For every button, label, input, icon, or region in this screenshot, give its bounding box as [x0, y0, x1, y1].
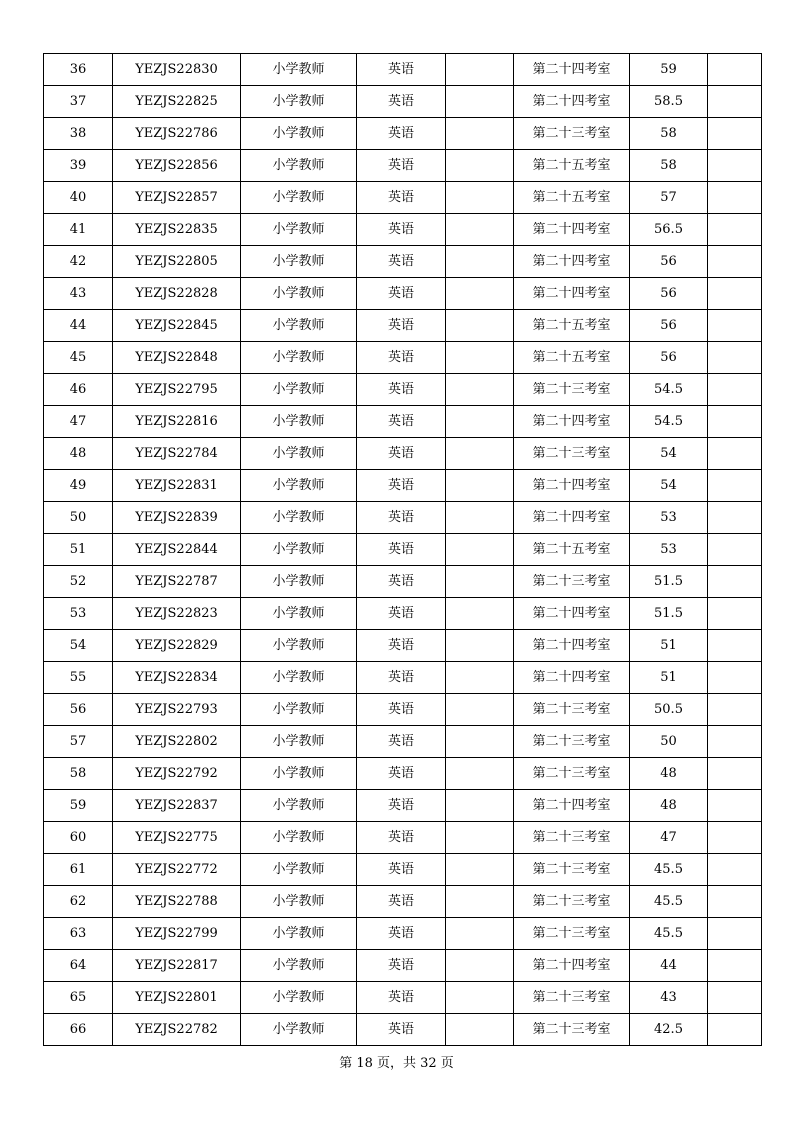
table-row — [44, 118, 762, 150]
subject-cell: 英语 — [357, 278, 446, 310]
row-number-cell: 57 — [44, 726, 113, 758]
position-cell: 小学教师 — [241, 438, 357, 470]
position-cell: 小学教师 — [241, 118, 357, 150]
subject-cell: 英语 — [357, 918, 446, 950]
remark-cell — [708, 982, 762, 1014]
subject-cell: 英语 — [357, 406, 446, 438]
candidate-id-cell: YEZJS22829 — [113, 630, 241, 662]
subject-cell: 英语 — [357, 694, 446, 726]
row-number-cell: 38 — [44, 118, 113, 150]
remark-cell — [708, 502, 762, 534]
remark-cell — [708, 758, 762, 790]
blank-cell — [446, 790, 514, 822]
position-cell: 小学教师 — [241, 374, 357, 406]
position-cell: 小学教师 — [241, 86, 357, 118]
exam-room-cell: 第二十三考室 — [514, 694, 630, 726]
table-body — [44, 54, 762, 1046]
subject-cell: 英语 — [357, 822, 446, 854]
position-cell: 小学教师 — [241, 918, 357, 950]
exam-room-cell: 第二十四考室 — [514, 278, 630, 310]
subject-cell: 英语 — [357, 758, 446, 790]
position-cell: 小学教师 — [241, 854, 357, 886]
exam-room-cell: 第二十三考室 — [514, 918, 630, 950]
score-cell: 56 — [630, 278, 708, 310]
score-cell: 54.5 — [630, 406, 708, 438]
exam-room-cell: 第二十五考室 — [514, 534, 630, 566]
position-cell: 小学教师 — [241, 470, 357, 502]
candidate-id-cell: YEZJS22831 — [113, 470, 241, 502]
blank-cell — [446, 630, 514, 662]
remark-cell — [708, 854, 762, 886]
table-row — [44, 182, 762, 214]
blank-cell — [446, 662, 514, 694]
blank-cell — [446, 598, 514, 630]
row-number-cell: 49 — [44, 470, 113, 502]
score-cell: 50.5 — [630, 694, 708, 726]
table-row — [44, 342, 762, 374]
candidate-id-cell: YEZJS22844 — [113, 534, 241, 566]
candidate-id-cell: YEZJS22839 — [113, 502, 241, 534]
blank-cell — [446, 726, 514, 758]
blank-cell — [446, 886, 514, 918]
candidate-id-cell: YEZJS22835 — [113, 214, 241, 246]
remark-cell — [708, 886, 762, 918]
subject-cell: 英语 — [357, 566, 446, 598]
position-cell: 小学教师 — [241, 534, 357, 566]
subject-cell: 英语 — [357, 502, 446, 534]
row-number-cell: 45 — [44, 342, 113, 374]
subject-cell: 英语 — [357, 1014, 446, 1046]
table-row — [44, 1014, 762, 1046]
position-cell: 小学教师 — [241, 246, 357, 278]
row-number-cell: 51 — [44, 534, 113, 566]
remark-cell — [708, 566, 762, 598]
row-number-cell: 42 — [44, 246, 113, 278]
position-cell: 小学教师 — [241, 982, 357, 1014]
exam-room-cell: 第二十四考室 — [514, 502, 630, 534]
candidate-id-cell: YEZJS22834 — [113, 662, 241, 694]
row-number-cell: 48 — [44, 438, 113, 470]
score-cell: 58 — [630, 118, 708, 150]
position-cell: 小学教师 — [241, 950, 357, 982]
remark-cell — [708, 1014, 762, 1046]
row-number-cell: 46 — [44, 374, 113, 406]
table-row — [44, 406, 762, 438]
blank-cell — [446, 694, 514, 726]
remark-cell — [708, 534, 762, 566]
table-row — [44, 726, 762, 758]
remark-cell — [708, 694, 762, 726]
position-cell: 小学教师 — [241, 278, 357, 310]
score-cell: 58.5 — [630, 86, 708, 118]
row-number-cell: 39 — [44, 150, 113, 182]
table-row — [44, 150, 762, 182]
exam-room-cell: 第二十三考室 — [514, 822, 630, 854]
score-cell: 45.5 — [630, 918, 708, 950]
table-row — [44, 630, 762, 662]
remark-cell — [708, 822, 762, 854]
row-number-cell: 44 — [44, 310, 113, 342]
row-number-cell: 58 — [44, 758, 113, 790]
remark-cell — [708, 214, 762, 246]
exam-room-cell: 第二十四考室 — [514, 406, 630, 438]
remark-cell — [708, 310, 762, 342]
score-cell: 53 — [630, 502, 708, 534]
score-cell: 48 — [630, 758, 708, 790]
row-number-cell: 66 — [44, 1014, 113, 1046]
exam-room-cell: 第二十三考室 — [514, 118, 630, 150]
table-row — [44, 374, 762, 406]
row-number-cell: 47 — [44, 406, 113, 438]
remark-cell — [708, 54, 762, 86]
position-cell: 小学教师 — [241, 662, 357, 694]
subject-cell: 英语 — [357, 310, 446, 342]
position-cell: 小学教师 — [241, 630, 357, 662]
exam-room-cell: 第二十四考室 — [514, 630, 630, 662]
position-cell: 小学教师 — [241, 886, 357, 918]
remark-cell — [708, 630, 762, 662]
row-number-cell: 41 — [44, 214, 113, 246]
position-cell: 小学教师 — [241, 726, 357, 758]
blank-cell — [446, 246, 514, 278]
subject-cell: 英语 — [357, 662, 446, 694]
blank-cell — [446, 918, 514, 950]
remark-cell — [708, 118, 762, 150]
blank-cell — [446, 118, 514, 150]
exam-room-cell: 第二十四考室 — [514, 470, 630, 502]
subject-cell: 英语 — [357, 854, 446, 886]
table-row — [44, 790, 762, 822]
remark-cell — [708, 470, 762, 502]
row-number-cell: 37 — [44, 86, 113, 118]
score-cell: 57 — [630, 182, 708, 214]
remark-cell — [708, 246, 762, 278]
subject-cell: 英语 — [357, 438, 446, 470]
blank-cell — [446, 54, 514, 86]
row-number-cell: 36 — [44, 54, 113, 86]
candidate-id-cell: YEZJS22816 — [113, 406, 241, 438]
exam-room-cell: 第二十四考室 — [514, 790, 630, 822]
exam-room-cell: 第二十三考室 — [514, 758, 630, 790]
exam-room-cell: 第二十五考室 — [514, 310, 630, 342]
score-cell: 45.5 — [630, 886, 708, 918]
position-cell: 小学教师 — [241, 1014, 357, 1046]
blank-cell — [446, 438, 514, 470]
score-cell: 51.5 — [630, 598, 708, 630]
row-number-cell: 52 — [44, 566, 113, 598]
exam-room-cell: 第二十五考室 — [514, 342, 630, 374]
candidate-id-cell: YEZJS22845 — [113, 310, 241, 342]
exam-room-cell: 第二十四考室 — [514, 54, 630, 86]
row-number-cell: 56 — [44, 694, 113, 726]
row-number-cell: 60 — [44, 822, 113, 854]
table-row — [44, 982, 762, 1014]
position-cell: 小学教师 — [241, 822, 357, 854]
subject-cell: 英语 — [357, 470, 446, 502]
table-row — [44, 886, 762, 918]
subject-cell: 英语 — [357, 982, 446, 1014]
candidate-id-cell: YEZJS22793 — [113, 694, 241, 726]
candidate-id-cell: YEZJS22784 — [113, 438, 241, 470]
blank-cell — [446, 950, 514, 982]
subject-cell: 英语 — [357, 630, 446, 662]
candidate-id-cell: YEZJS22828 — [113, 278, 241, 310]
table-row — [44, 438, 762, 470]
candidate-id-cell: YEZJS22856 — [113, 150, 241, 182]
candidate-id-cell: YEZJS22799 — [113, 918, 241, 950]
subject-cell: 英语 — [357, 246, 446, 278]
row-number-cell: 63 — [44, 918, 113, 950]
blank-cell — [446, 822, 514, 854]
remark-cell — [708, 342, 762, 374]
subject-cell: 英语 — [357, 726, 446, 758]
remark-cell — [708, 726, 762, 758]
exam-room-cell: 第二十四考室 — [514, 246, 630, 278]
score-cell: 50 — [630, 726, 708, 758]
exam-room-cell: 第二十四考室 — [514, 598, 630, 630]
candidate-id-cell: YEZJS22772 — [113, 854, 241, 886]
subject-cell: 英语 — [357, 342, 446, 374]
score-cell: 56 — [630, 342, 708, 374]
table-row — [44, 246, 762, 278]
score-cell: 54 — [630, 470, 708, 502]
score-cell: 47 — [630, 822, 708, 854]
score-cell: 56.5 — [630, 214, 708, 246]
candidate-id-cell: YEZJS22787 — [113, 566, 241, 598]
row-number-cell: 50 — [44, 502, 113, 534]
exam-room-cell: 第二十四考室 — [514, 214, 630, 246]
exam-room-cell: 第二十三考室 — [514, 374, 630, 406]
candidate-id-cell: YEZJS22825 — [113, 86, 241, 118]
remark-cell — [708, 918, 762, 950]
subject-cell: 英语 — [357, 374, 446, 406]
table-row — [44, 598, 762, 630]
row-number-cell: 62 — [44, 886, 113, 918]
score-cell: 56 — [630, 310, 708, 342]
candidate-id-cell: YEZJS22795 — [113, 374, 241, 406]
subject-cell: 英语 — [357, 54, 446, 86]
blank-cell — [446, 150, 514, 182]
blank-cell — [446, 342, 514, 374]
exam-room-cell: 第二十五考室 — [514, 150, 630, 182]
table-row — [44, 566, 762, 598]
table-row — [44, 918, 762, 950]
candidate-id-cell: YEZJS22782 — [113, 1014, 241, 1046]
position-cell: 小学教师 — [241, 150, 357, 182]
candidate-id-cell: YEZJS22823 — [113, 598, 241, 630]
blank-cell — [446, 854, 514, 886]
table-row — [44, 950, 762, 982]
score-cell: 51 — [630, 630, 708, 662]
position-cell: 小学教师 — [241, 342, 357, 374]
subject-cell: 英语 — [357, 534, 446, 566]
position-cell: 小学教师 — [241, 790, 357, 822]
blank-cell — [446, 566, 514, 598]
blank-cell — [446, 470, 514, 502]
position-cell: 小学教师 — [241, 182, 357, 214]
table-row — [44, 214, 762, 246]
position-cell: 小学教师 — [241, 598, 357, 630]
subject-cell: 英语 — [357, 886, 446, 918]
remark-cell — [708, 790, 762, 822]
exam-room-cell: 第二十三考室 — [514, 1014, 630, 1046]
exam-room-cell: 第二十三考室 — [514, 886, 630, 918]
remark-cell — [708, 950, 762, 982]
subject-cell: 英语 — [357, 598, 446, 630]
exam-room-cell: 第二十三考室 — [514, 438, 630, 470]
row-number-cell: 64 — [44, 950, 113, 982]
score-cell: 58 — [630, 150, 708, 182]
remark-cell — [708, 150, 762, 182]
score-cell: 43 — [630, 982, 708, 1014]
row-number-cell: 53 — [44, 598, 113, 630]
candidate-id-cell: YEZJS22788 — [113, 886, 241, 918]
remark-cell — [708, 278, 762, 310]
table-row — [44, 470, 762, 502]
position-cell: 小学教师 — [241, 310, 357, 342]
exam-room-cell: 第二十三考室 — [514, 854, 630, 886]
blank-cell — [446, 758, 514, 790]
table-row — [44, 662, 762, 694]
candidate-id-cell: YEZJS22801 — [113, 982, 241, 1014]
position-cell: 小学教师 — [241, 214, 357, 246]
remark-cell — [708, 662, 762, 694]
blank-cell — [446, 982, 514, 1014]
exam-room-cell: 第二十三考室 — [514, 982, 630, 1014]
row-number-cell: 59 — [44, 790, 113, 822]
candidate-id-cell: YEZJS22837 — [113, 790, 241, 822]
score-cell: 53 — [630, 534, 708, 566]
subject-cell: 英语 — [357, 118, 446, 150]
position-cell: 小学教师 — [241, 694, 357, 726]
remark-cell — [708, 406, 762, 438]
blank-cell — [446, 406, 514, 438]
table-row — [44, 54, 762, 86]
score-cell: 56 — [630, 246, 708, 278]
blank-cell — [446, 214, 514, 246]
table-row — [44, 758, 762, 790]
row-number-cell: 61 — [44, 854, 113, 886]
candidate-id-cell: YEZJS22817 — [113, 950, 241, 982]
score-cell: 51.5 — [630, 566, 708, 598]
subject-cell: 英语 — [357, 214, 446, 246]
candidate-id-cell: YEZJS22857 — [113, 182, 241, 214]
subject-cell: 英语 — [357, 150, 446, 182]
table-row — [44, 694, 762, 726]
row-number-cell: 65 — [44, 982, 113, 1014]
remark-cell — [708, 86, 762, 118]
exam-room-cell: 第二十五考室 — [514, 182, 630, 214]
position-cell: 小学教师 — [241, 406, 357, 438]
candidate-id-cell: YEZJS22775 — [113, 822, 241, 854]
table-row — [44, 310, 762, 342]
row-number-cell: 54 — [44, 630, 113, 662]
blank-cell — [446, 1014, 514, 1046]
position-cell: 小学教师 — [241, 758, 357, 790]
row-number-cell: 55 — [44, 662, 113, 694]
candidate-id-cell: YEZJS22805 — [113, 246, 241, 278]
position-cell: 小学教师 — [241, 54, 357, 86]
score-cell: 59 — [630, 54, 708, 86]
remark-cell — [708, 374, 762, 406]
remark-cell — [708, 598, 762, 630]
table-row — [44, 278, 762, 310]
blank-cell — [446, 86, 514, 118]
blank-cell — [446, 502, 514, 534]
page-footer: 第 18 页，共 32 页 — [339, 1056, 454, 1071]
table-row — [44, 502, 762, 534]
candidate-id-cell: YEZJS22830 — [113, 54, 241, 86]
blank-cell — [446, 534, 514, 566]
score-cell: 42.5 — [630, 1014, 708, 1046]
exam-room-cell: 第二十四考室 — [514, 950, 630, 982]
subject-cell: 英语 — [357, 86, 446, 118]
blank-cell — [446, 278, 514, 310]
score-table — [43, 53, 762, 1046]
subject-cell: 英语 — [357, 790, 446, 822]
position-cell: 小学教师 — [241, 566, 357, 598]
candidate-id-cell: YEZJS22848 — [113, 342, 241, 374]
score-cell: 44 — [630, 950, 708, 982]
score-cell: 48 — [630, 790, 708, 822]
candidate-id-cell: YEZJS22786 — [113, 118, 241, 150]
table-row — [44, 534, 762, 566]
row-number-cell: 40 — [44, 182, 113, 214]
table-row — [44, 822, 762, 854]
remark-cell — [708, 182, 762, 214]
exam-room-cell: 第二十四考室 — [514, 662, 630, 694]
candidate-id-cell: YEZJS22792 — [113, 758, 241, 790]
blank-cell — [446, 310, 514, 342]
exam-room-cell: 第二十三考室 — [514, 566, 630, 598]
score-cell: 51 — [630, 662, 708, 694]
row-number-cell: 43 — [44, 278, 113, 310]
blank-cell — [446, 182, 514, 214]
score-cell: 54 — [630, 438, 708, 470]
position-cell: 小学教师 — [241, 502, 357, 534]
candidate-id-cell: YEZJS22802 — [113, 726, 241, 758]
exam-room-cell: 第二十四考室 — [514, 86, 630, 118]
score-cell: 54.5 — [630, 374, 708, 406]
score-cell: 45.5 — [630, 854, 708, 886]
exam-room-cell: 第二十三考室 — [514, 726, 630, 758]
table-row — [44, 854, 762, 886]
table-row — [44, 86, 762, 118]
remark-cell — [708, 438, 762, 470]
blank-cell — [446, 374, 514, 406]
subject-cell: 英语 — [357, 950, 446, 982]
subject-cell: 英语 — [357, 182, 446, 214]
